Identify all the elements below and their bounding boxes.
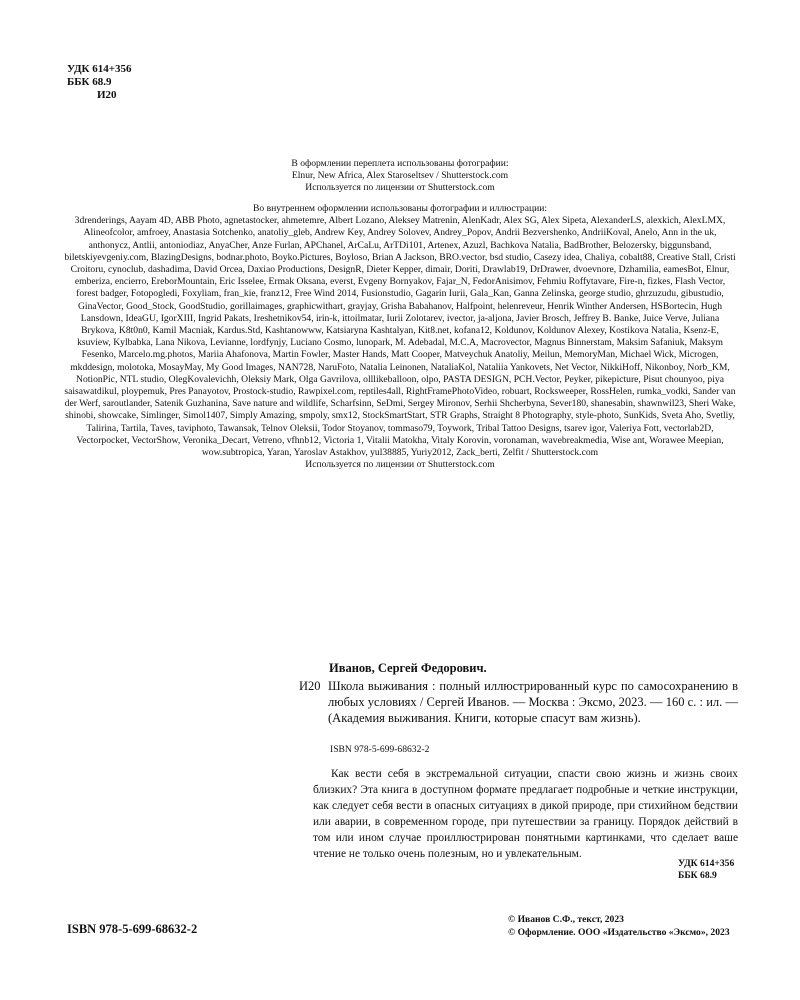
bbk-code: ББК 68.9 <box>67 76 112 88</box>
top-classification-codes <box>67 63 132 102</box>
book-annotation <box>313 766 738 862</box>
cover-credit-authors: Elnur, New Africa, Alex Staroseltsev / Shutterstock.com <box>291 170 509 182</box>
inner-credit-license: Используется по лицензии от Shutterstock.com <box>305 459 495 471</box>
cover-photo-credits <box>0 158 800 195</box>
inner-credit-heading: Во внутреннем оформлении использованы фотографии и иллюстрации: <box>252 203 548 214</box>
footer-isbn: ISBN 978-5-699-68632-2 <box>67 922 198 936</box>
udk-code: УДК 614+356 <box>67 63 132 75</box>
udk-code-bottom: УДК 614+356 <box>678 858 735 869</box>
cover-credit-license: Используется по лицензии от Shutterstock.com <box>305 182 495 194</box>
bbk-code-bottom: ББК 68.9 <box>678 870 717 881</box>
bottom-classification-codes <box>678 858 736 882</box>
catalog-author: Иванов, Сергей Федорович. <box>329 661 487 675</box>
copyright-block <box>508 914 730 939</box>
inner-illustration-credits <box>64 203 736 471</box>
annotation-text: Как вести себя в экстремальной ситуации, спасти свою жизнь и жизнь своих близких? Эта книга в доступном формате предлагает подробные и четкие инструкции, как следует себя вести в опасных ситуациях в дикой природе, при стихийном бедствии или аварии, в современном городе, при путешествии за границу. Порядок действий в том или ином случае проиллюстрирован понятными картинками, что сделает ваше чтение не только очень полезным, но и увлекательным. <box>313 768 738 860</box>
cover-credit-heading: В оформлении переплета использованы фотографии: <box>291 158 509 169</box>
bibliographic-record: Школа выживания : полный иллюстрированный курс по самосохранению в любых условиях / Сергей Иванов. — Москва : Эксмо, 2023. — 160 с. : ил. — (Академия выживания. Книги, которые спасут вам жизнь). <box>328 679 738 725</box>
catalog-isbn: ISBN 978-5-699-68632-2 <box>330 744 430 755</box>
copyright-text: © Иванов С.Ф., текст, 2023 <box>508 914 624 925</box>
inner-credit-authors: 3drenderings, Aayam 4D, ABB Photo, agnetastocker, ahmetemre, Albert Lozano, Aleksey Matrenin, AlenKadr, Alex SG, Alex Sipeta, AlexanderLS, alexkich, AlexLMX, Alineofcolor, amfroey, Anastasia Sotchenko, anatoliy_gleb, Andrew Key, Andrey Solovev, Andrey_Popov, Andrii Bezvershenko, AndriiKoval, Anelo, Ann in the uk, anthonycz, Antlii, antoniodiaz, AnyaCher, Anze Furlan, APChanel, ArCaLu, ArTDi101, Artenex, Azuzl, Bachkova Natalia, BadBrother, Belozersky, biggunsband, biletskiyevgeniy.com, BlazingDesigns, bodnar.photo, Boyko.Pictures, Boyloso, Brian A Jackson, BRO.vector, bsd studio, Casezy idea, Chaliya, cobalt88, Creative Stall, Cristi Croitoru, cynoclub, dashadima, David Orcea, Daxiao Productions, DesignR, Dieter Kepper, dimair, Doriti, Drawlab19, DrDrawer, dvoevnore, Dzhamilia, eamesBot, Elnur, emberiza, encierro, EreborMountain, Eric Isselee, Ermak Oksana, everst, Evgeny Bornyakov, Fajar_N, FedorAnisimov, Fehmiu Roffytavare, Fire-n, fizkes, Flash Vector, forest badger, Fotopogledi, Foxyliam, fran_kie, franz12, Free Wind 2014, Fusionstudio, Gagarin Iurii, Gala_Kan, Ganna Zelinska, george studio, ghrzuzudu, gibustudio, GinaVector, Good_Stock, GoodStudio, gorillaimages, graphicwithart, grayjay, Grisha Babahanov, Halfpoint, helenreveur, Henrik Winther Andersen, HSBortecin, Hugh Lansdown, IdeaGU, IgorXIII, Ingrid Pakats, Ireshetnikov54, irin-k, ittoilmatar, Iurii Zolotarev, ivector, ja-aljona, Javier Brosch, Jeffrey B. Banke, Juice Verve, Juliana Brykova, K8t0n0, Kamil Macniak, Kardus.Std, Kashtanowww, Katsiaryna Kashtalyan, Kit8.net, kofana12, Koldunov, Koldunov Alexey, Kostikova Natalia, Ksenz-E, ksuview, Kylbabka, Lana Nikova, Levianne, lordfynjy, Luciano Cosmo, lunopark, M. Adebadal, M.C.A, Macrovector, Magnus Binnerstam, Maksim Safaniuk, Maksym Fesenko, Marcelo.mg.photos, Mariia Ahafonova, Martin Fowler, Master Hands, Matt Cooper, Matveychuk Anatoliy, Meilun, MemoryMan, Michael Wick, Microgen, mkddesign, molotoka, MosayMay, My Good Images, NAN728, NaruFoto, Natalia Leinonen, NataliaKol, Nataliia Yankovets, Net Vector, NikkiHoff, Nikonboy, Norb_KM, NotionPic, NTL studio, OlegKovalevichh, Oleksiy Mark, Olga Gavrilova, olllikeballoon, olpo, PASTA DESIGN, PCH.Vector, Peyker, pikepicture, Pisut chounyoo, piya saisawatdikul, ploypemuk, Pres Panayotov, Prostock-studio, Rawpixel.com, reptiles4all, RightFramePhotoVideo, robuart, Rocksweeper, RossHelen, rumka_vodki, Sander van der Werf, saroutlander, Satenik Guzhanina, Save nature and wildlife, Scharfsinn, SeDmi, Sergey Mironov, Serhii Shcherbyna, Sever180, shanesabin, shawnwil23, Sheri Wake, shinobi, showcake, Simlinger, Simol1407, Simply Amazing, smpoly, smx12, StockSmartStart, STR Graphs, Straight 8 Photography, style-photo, SunKids, Sveta Aho, Svetliy, Talirina, Tartila, Taves, taviphoto, Tawansak, Telnov Oleksii, Todor Stoyanov, tommaso79, Toywork, Tribal Tattoo Designs, tsarev igor, Valeriya Fott, vectorlab2D, Vectorpocket, VectorShow, Veronika_Decart, Vetreno, vfhnb12, Victoria 1, Vitalii Matokha, Vitaly Korovin, voronaman, wavebreakmedia, Wise ant, Worawee Meepian, wow.subtropica, Yaran, Yaroslav Astakhov, yul38885, Yuriy2012, Zack_berti, Zelfit / Shutterstock.com <box>64 215 736 459</box>
copyright-design: © Оформление. ООО «Издательство «Эксмо», 2023 <box>508 926 730 938</box>
catalog-index-code: И20 <box>299 679 321 693</box>
catalog-description <box>328 678 738 726</box>
author-index-code: И20 <box>97 89 117 101</box>
